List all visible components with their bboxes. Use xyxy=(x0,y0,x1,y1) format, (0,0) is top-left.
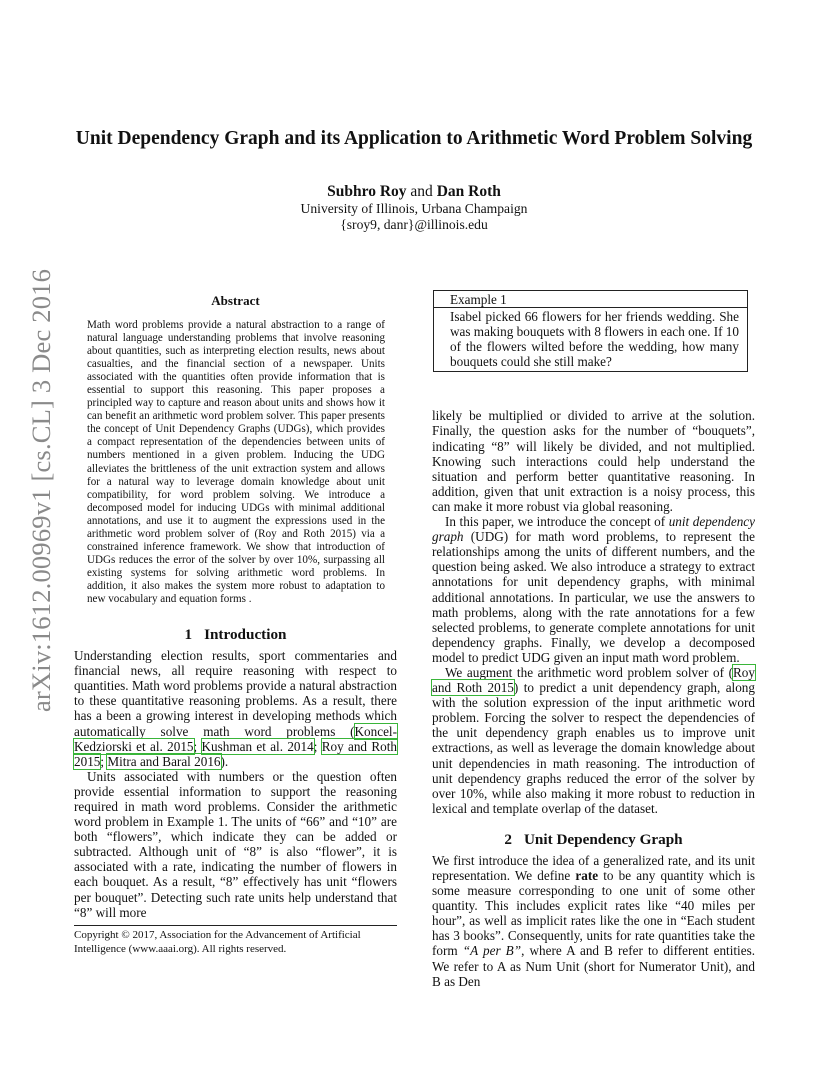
citation-link[interactable]: Roy and Roth 2015 xyxy=(432,664,755,696)
author-names xyxy=(60,183,768,201)
bold-term: rate xyxy=(575,868,599,883)
body-paragraph: In this paper, we introduce the concept of unit dependency graph (UDG) for math word problems, to represent the relationships among the units of different numbers, and the question being asked. We also introduce a strategy to extract annotations for unit dependency graphs, with minimal additional annotations. In particular, we use the answers to math problems, along with the rate annotations for a few selected problems, to generate complete annotations for unit dependency graphs. Finally, we develop a decomposed model to predict UDG given an input math word problem. xyxy=(432,514,755,665)
author-1: Subhro Roy xyxy=(327,183,407,200)
citation-link[interactable]: Kushman et al. 2014 xyxy=(201,738,314,754)
emphasis: unit dependency graph xyxy=(432,514,755,545)
section-title: Unit Dependency Graph xyxy=(523,830,683,848)
citation-link[interactable]: Roy and Roth 2015 xyxy=(74,738,397,769)
author-block xyxy=(60,183,768,233)
section-heading-introduction xyxy=(74,625,397,644)
intro-paragraph-2: Units associated with numbers or the question often provide essential information to support the reasoning required in math word problems. Consider the arithmetic word problem in Example 1. The units of “66” and “10” are both “flowers”, which indicate they can be added or subtracted. Although unit of “8” is also “flower”, it is associated with a rate, indicating the number of flowers in each bouquet. As a result, “8” effectively has unit “flowers per bouquet”. Detecting such rate units help understand that “8” will more xyxy=(74,768,397,920)
citation-link[interactable]: Mitra and Baral 2016 xyxy=(107,753,221,769)
arxiv-stamp: arXiv:1612.00969v1 [cs.CL] 3 Dec 2016 xyxy=(26,268,57,712)
section-number: 2 xyxy=(504,830,512,848)
section-number: 1 xyxy=(184,626,193,644)
author-email: {sroy9, danr}@illinois.edu xyxy=(340,217,488,232)
example-label: Example 1 xyxy=(434,291,747,308)
body-paragraph: We first introduce the idea of a generalized rate, and its unit representation. We define rate to be any quantity which is some measure corresponding to one unit of some other quantity. This includes explicit rates like “40 miles per hour”, as well as implicit rates like the one in “Each student has 3 books”. Consequently, units for rate quantities take the form “A per B”, where A and B refer to different entities. We refer to A as Num Unit (short for Numerator Unit), and B as Den xyxy=(432,852,755,989)
section-title: Introduction xyxy=(204,626,287,644)
example-box xyxy=(433,290,748,372)
abstract-text: Math word problems provide a natural abstraction to a range of natural language understanding problems that involve reasoning about quantities, such as interpreting election results, news about casualties, and the financial section of a newspaper. Units associated with the quantities often provide information that is essential to support this reasoning. This paper proposes a principled way to capture and reason about units and shows how it can benefit an arithmetic word problem solver. This paper presents the concept of Unit Dependency Graphs (UDGs), which provides a compact representation of the dependencies between units of numbers mentioned in a given problem. Inducing the UDG alleviates the brittleness of the unit extraction system and allows for a natural way to leverage domain knowledge about unit compatibility, for word problem solving. We introduce a decomposed model for inducing UDGs with minimal additional annotations, and use it to augment the expressions used in the arithmetic word problem solver of (Roy and Roth 2015) via a constrained inference framework. We show that introduction of UDGs reduces the error of the solver by over 10%, surpassing all existing systems for solving arithmetic word problems. In addition, it also makes the system more robust to adaptation to new vocabulary and equation forms . xyxy=(87,319,385,605)
author-2: Dan Roth xyxy=(436,183,501,200)
affiliation: University of Illinois, Urbana Champaign xyxy=(300,201,528,216)
left-column xyxy=(74,293,397,920)
abstract-heading: Abstract xyxy=(211,293,260,308)
copyright-footnote: Copyright © 2017, Association for the Advancement of Artificial Intelligence (www.aaai.org). All rights reserved. xyxy=(74,925,397,956)
intro-paragraph-1: Understanding election results, sport commentaries and financial news, all require reasoning with respect to quantities. Math word problems provide a natural abstraction to these quantitative reasoning problems. As a result, there has a been a growing interest in developing methods which automatically solve math word problems (Koncel-Kedziorski et al. 2015; Kushman et al. 2014; Roy and Roth 2015; Mitra and Baral 2016). xyxy=(74,648,397,769)
right-column xyxy=(432,290,755,989)
body-paragraph: likely be multiplied or divided to arrive at the solution. Finally, the question asks for the number of “bouquets”, indicating “8” will likely be divided, and not multiplied. Knowing such interactions could help understand the situation and perform better quantitative reasoning. In addition, given that unit extraction is a noisy process, this can make it more robust via global reasoning. xyxy=(432,408,755,514)
emphasis: “A per B” xyxy=(462,943,522,959)
author-conjunction: and xyxy=(410,183,433,200)
paper-title: Unit Dependency Graph and its Application to Arithmetic Word Problem Solving xyxy=(75,128,753,149)
citation-link[interactable]: Koncel-Kedziorski et al. 2015 xyxy=(74,723,397,754)
example-text: Isabel picked 66 flowers for her friends wedding. She was making bouquets with 8 flowers in each one. If 10 of the flowers wilted before the wedding, how many bouquets could she still make? xyxy=(450,309,739,370)
section-heading-unit-dependency-graph xyxy=(432,830,755,849)
body-paragraph: We augment the arithmetic word problem solver of (Roy and Roth 2015) to predict a unit dependency graph, along with the solution expression of the input arithmetic word problem. Forcing the solver to respect the dependencies of the unit dependency graph enables us to improve unit extractions, as well as leverage the domain knowledge about unit dependencies in math reasoning. The introduction of unit dependency graphs reduced the error of the solver by over 10%, while also making it more robust to reduction in lexical and template overlap of the dataset. xyxy=(432,664,755,816)
